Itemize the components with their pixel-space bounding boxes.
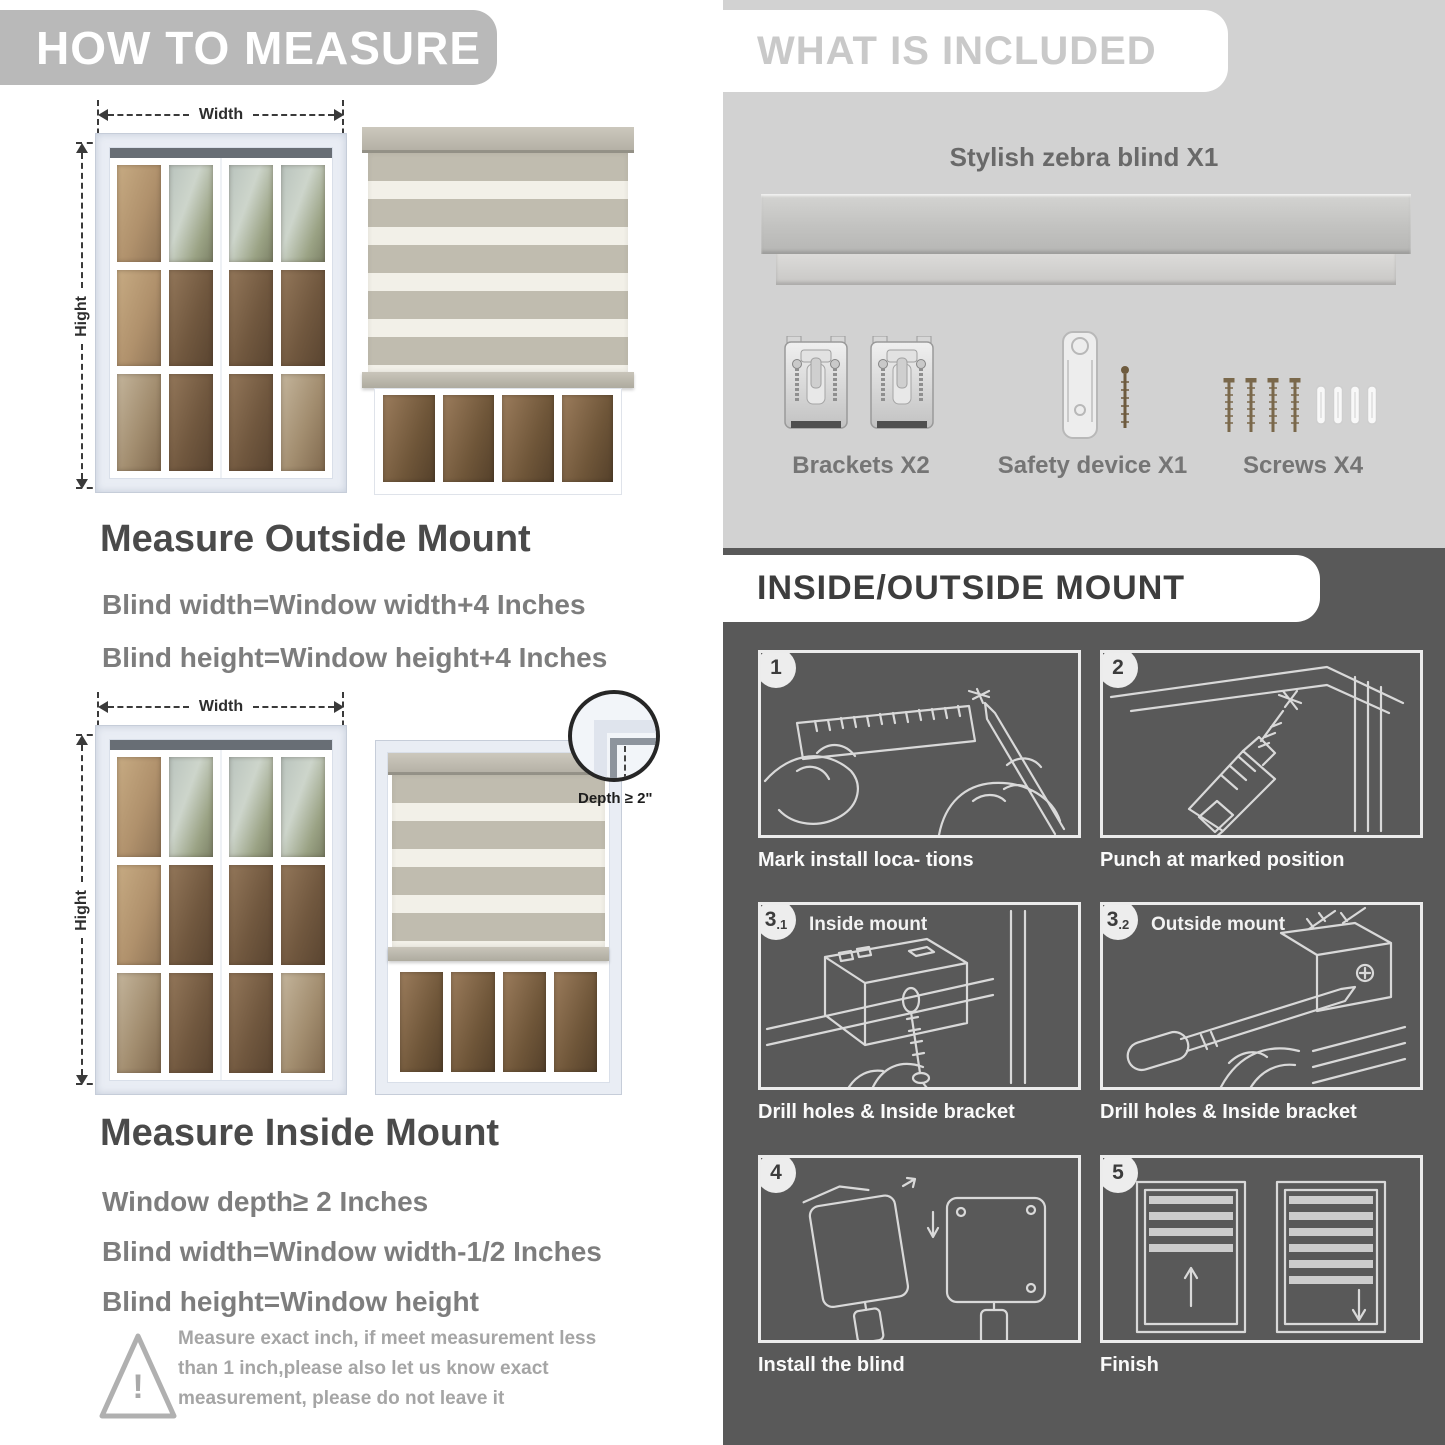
step-caption: Drill holes & Inside bracket [758,1101,1015,1123]
step-caption: Mark install loca- tions [758,849,974,871]
step-2 [1100,650,1423,872]
safety-device-icon [1053,330,1153,444]
step-number-badge: 2 [1100,650,1138,688]
screws-label: Screws X4 [1242,452,1364,479]
step-1 [758,650,1081,872]
window-sash [220,158,332,478]
step-5 [1100,1155,1423,1377]
step-3-2 [1100,902,1423,1124]
blind-cassette [362,127,634,153]
step-number-badge: 1 [758,650,796,688]
what-is-included-section [723,0,1445,548]
arrow-left-icon [98,701,108,713]
height-arrow-inside [74,735,90,1085]
window-sash [220,750,332,1080]
window-sash [110,158,220,478]
outside-rule-height: Blind height=Window height+4 Inches [102,642,608,673]
step-number-badge: 3 .1 [758,902,796,940]
step-caption: Punch at marked position [1100,849,1345,871]
inside-outside-mount-banner: INSIDE/OUTSIDE MOUNT [723,555,1320,622]
inside-mount-heading: Measure Inside Mount [100,1112,500,1154]
zebra-blind-outside-illustration [362,127,634,495]
inside-rule-depth: Window depth≥ 2 Inches [102,1186,429,1217]
width-label: Width [198,106,244,123]
blind-fabric [368,153,628,372]
window-lower-part [374,388,622,495]
how-to-measure-banner: HOW TO MEASURE [0,10,497,85]
window-sash [110,750,220,1080]
blind-bottom-rail [388,947,609,961]
arrow-up-icon [76,735,88,745]
inside-rule-width: Blind width=Window width-1/2 Inches [102,1236,602,1267]
height-label: Hight [73,889,90,931]
step-caption: Finish [1100,1354,1159,1376]
product-title: Stylish zebra blind X1 [949,142,1219,172]
install-blind-illustration [761,1158,1078,1340]
what-is-included-banner: WHAT IS INCLUDED [723,10,1228,92]
warning-text: Measure exact inch, if meet measurement less than 1 inch,please also let us know exact measurement, please do not leave it [178,1328,597,1409]
step-caption: Install the blind [758,1354,905,1376]
finish-illustration [1103,1158,1420,1340]
drill-illustration [1103,653,1420,835]
width-arrow-inside [98,699,344,715]
mount-instructions-section [723,548,1445,1445]
safety-device-label: Safety device X1 [997,452,1188,479]
inside-rule-height: Blind height=Window height [102,1286,479,1317]
width-arrow-outside [98,107,344,123]
brackets-icon [783,336,935,436]
step-title: Outside mount [1151,914,1286,935]
window-lower-part [394,967,603,1082]
blind-fabric [392,775,605,947]
screws-anchors-icon [1221,378,1385,438]
height-label: Hight [73,295,90,337]
arrow-down-icon [76,479,88,489]
outside-mount-heading: Measure Outside Mount [100,518,531,560]
blind-bottom-rail [362,372,634,388]
height-arrow-outside [74,143,90,489]
width-label: Width [198,698,244,715]
mark-location-illustration [761,653,1078,835]
step-number-badge: 5 [1100,1155,1138,1193]
depth-magnifier-icon [568,690,660,782]
arrow-up-icon [76,143,88,153]
step-caption: Drill holes & Inside bracket [1100,1101,1357,1123]
brackets-label: Brackets X2 [792,452,930,479]
step-3-1 [758,902,1081,1124]
step-number-badge: 3 .2 [1100,902,1138,940]
arrow-down-icon [76,1075,88,1085]
depth-label: Depth ≥ 2" [578,790,653,807]
window-illustration-inside [95,725,347,1095]
arrow-left-icon [98,109,108,121]
zebra-blind-cassette-illustration [761,194,1411,285]
step-number-badge: 4 [758,1155,796,1193]
window-headrail [110,740,332,750]
outside-rule-width: Blind width=Window width+4 Inches [102,589,586,620]
window-headrail [110,148,332,158]
step-4 [758,1155,1081,1377]
step-title: Inside mount [809,914,928,935]
window-illustration-outside [95,133,347,493]
exclamation-mark: ! [132,1368,144,1406]
